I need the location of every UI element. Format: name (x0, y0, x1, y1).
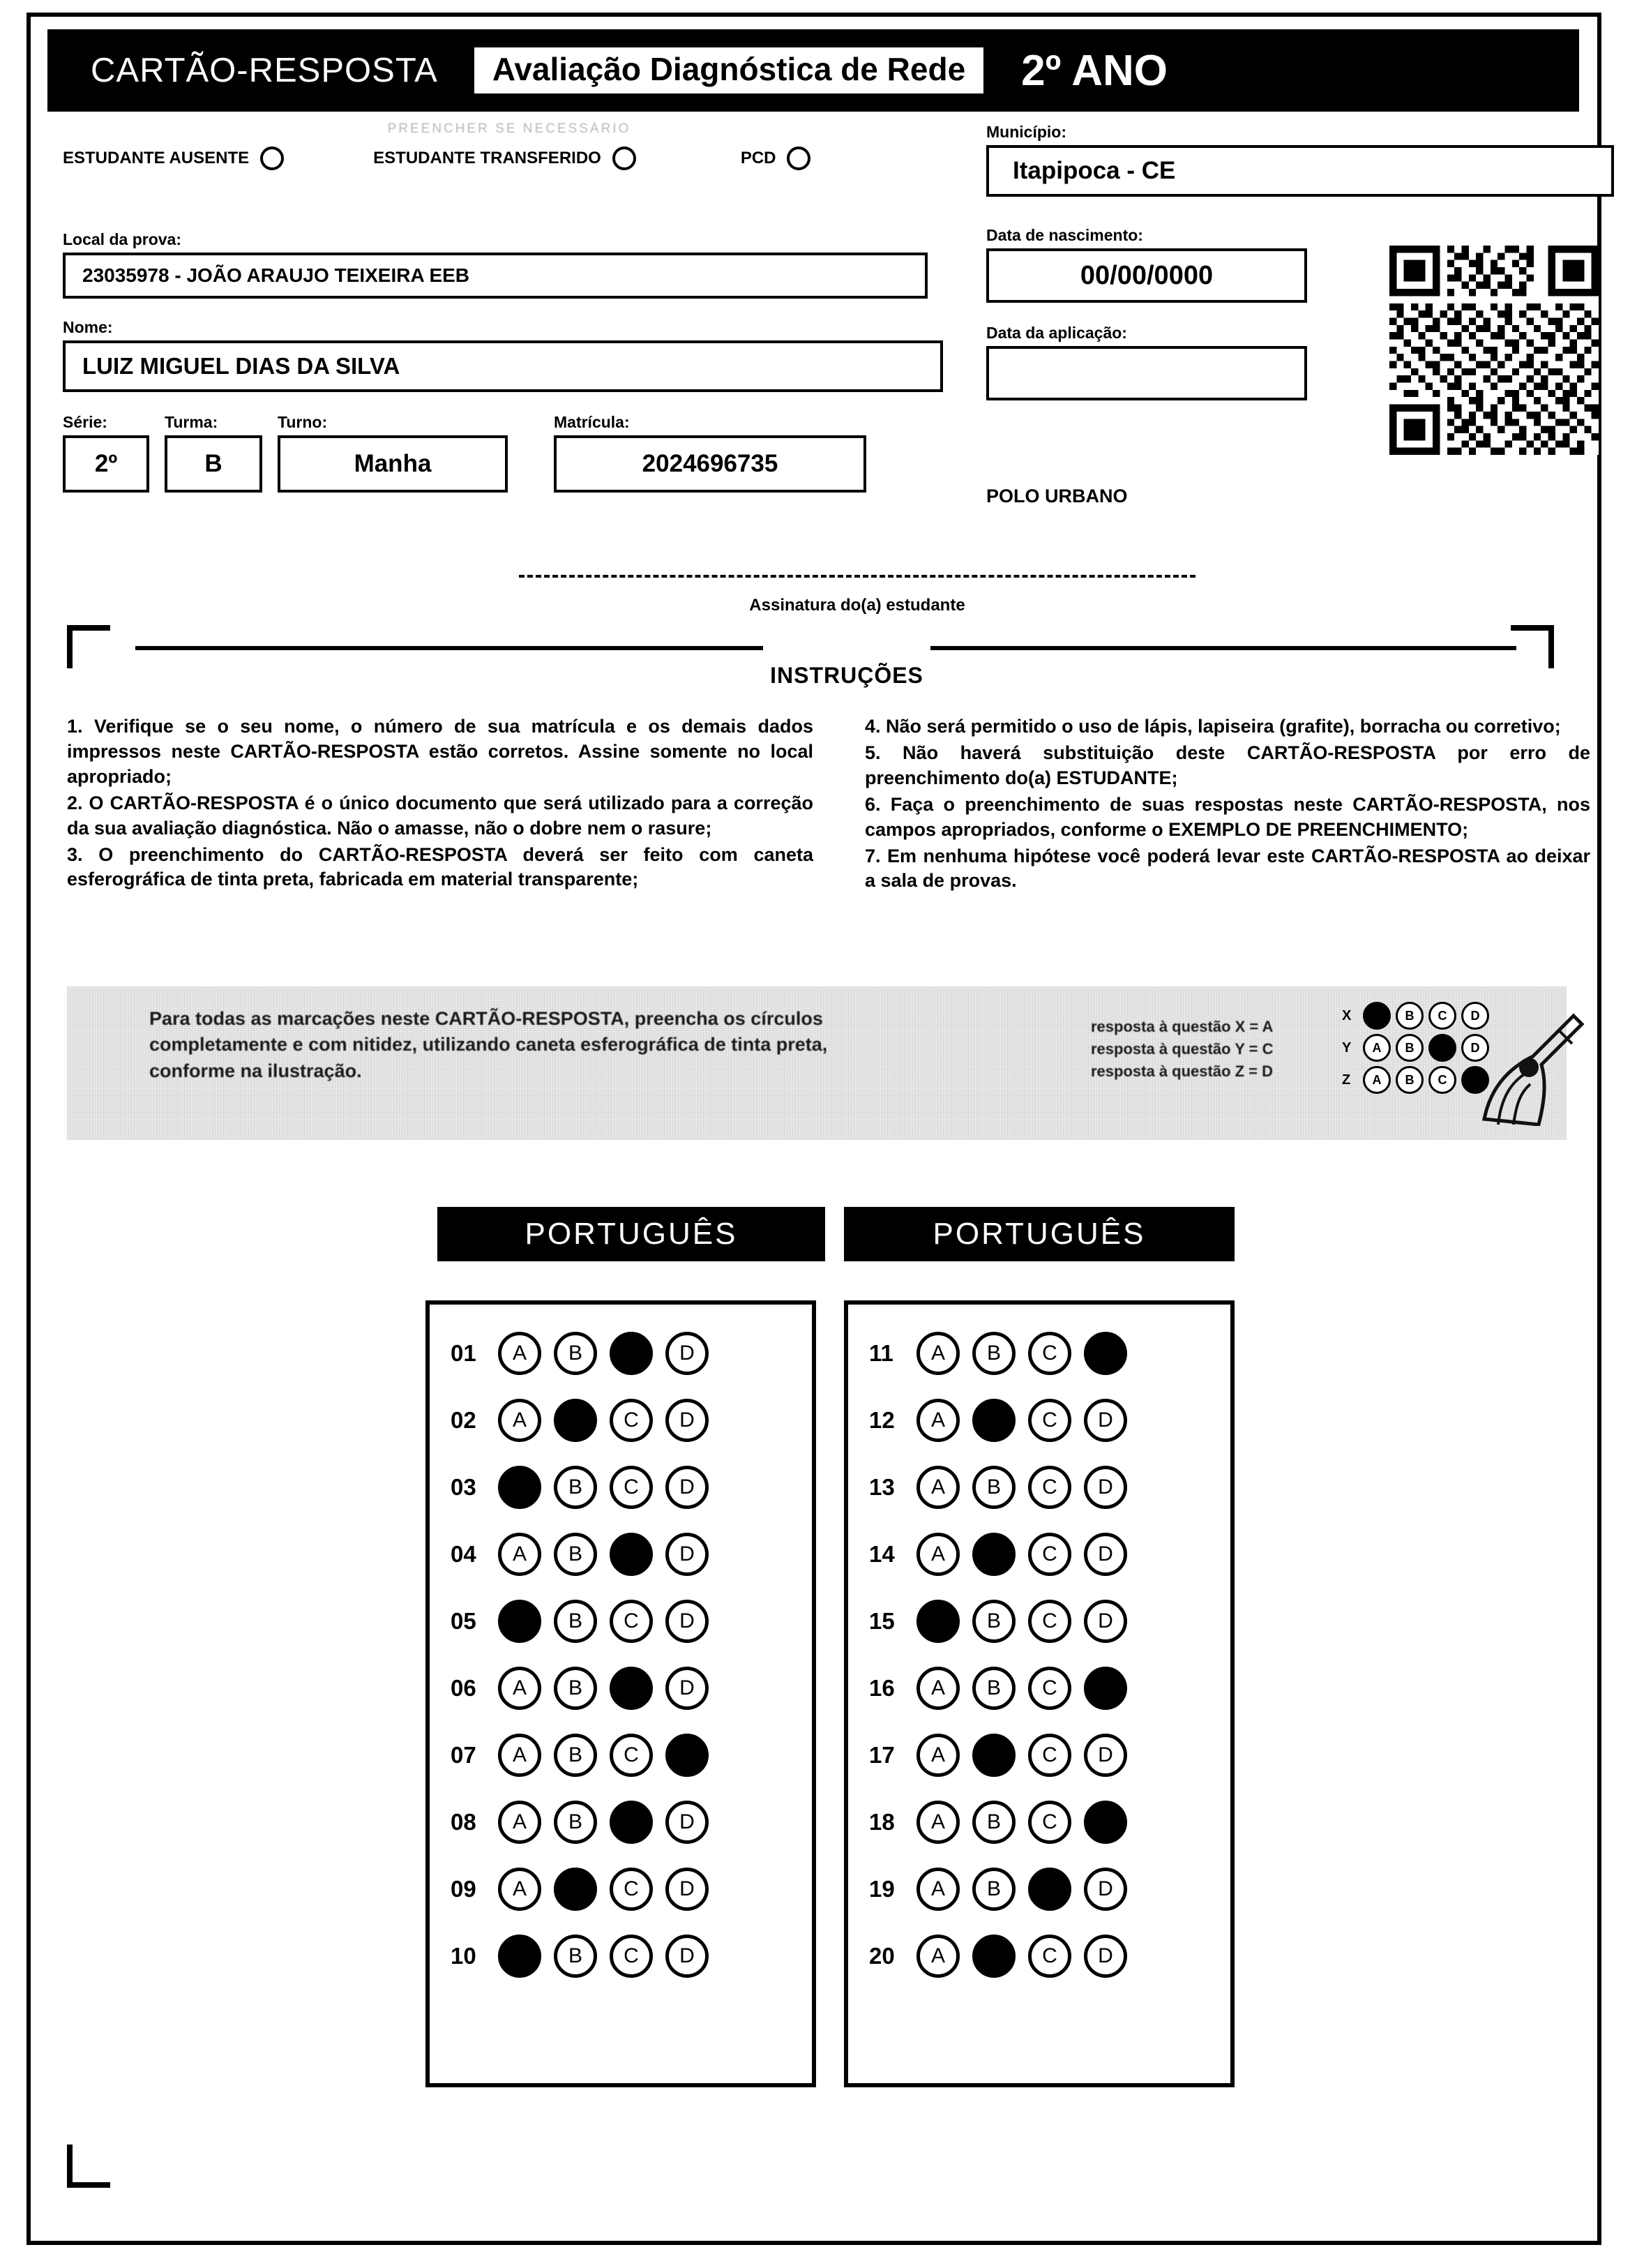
local-value: 23035978 - JOÃO ARAUJO TEIXEIRA EEB (63, 253, 928, 299)
bubble-c[interactable] (610, 1533, 653, 1576)
bubble-a[interactable]: A (916, 1466, 960, 1509)
question-row[interactable] (430, 1789, 812, 1856)
bubble-a[interactable] (498, 1466, 541, 1509)
question-number: 16 (869, 1675, 895, 1701)
aplicacao-value (986, 346, 1307, 400)
question-row[interactable] (430, 1923, 812, 1990)
instructions-rule-right (930, 646, 1516, 650)
example-row-label: Z (1342, 1072, 1351, 1088)
bubble-b[interactable] (554, 1399, 597, 1442)
bubble-a[interactable]: A (916, 1801, 960, 1844)
bubble-a[interactable]: A (916, 1399, 960, 1442)
bubble-b[interactable] (554, 1868, 597, 1911)
bubble-b[interactable]: B (972, 1667, 1016, 1710)
bubble-c[interactable]: C (1028, 1533, 1071, 1576)
bubble-b[interactable] (972, 1734, 1016, 1777)
bubble-a[interactable]: A (498, 1533, 541, 1576)
bubble-b[interactable] (972, 1533, 1016, 1576)
header-bar (47, 29, 1579, 112)
bubble-d[interactable]: D (665, 1935, 709, 1978)
answer-block-title-1: PORTUGUÊS (437, 1207, 825, 1261)
question-number: 10 (451, 1943, 476, 1969)
bubble-b[interactable]: B (972, 1868, 1016, 1911)
bubble-a[interactable]: A (498, 1734, 541, 1777)
fill-example-band (67, 986, 1567, 1140)
question-number: 09 (451, 1876, 476, 1902)
legend-line: resposta à questão Y = C (1091, 1039, 1274, 1058)
bubble-b[interactable]: B (554, 1734, 597, 1777)
question-number: 04 (451, 1541, 476, 1567)
example-bubble-b: B (1396, 1002, 1424, 1030)
qr-code-icon (1389, 246, 1599, 455)
instruction-item: 3. O preenchimento do CARTÃO-RESPOSTA deverá ser feito com caneta esferográfica de tinta preta, fabricada em material transparente; (67, 843, 813, 890)
question-number: 03 (451, 1474, 476, 1500)
instructions-rule-left (135, 646, 763, 650)
field-nome (63, 318, 943, 392)
bubble-b[interactable] (972, 1935, 1016, 1978)
bubble-d[interactable]: D (665, 1600, 709, 1643)
matricula-value: 2024696735 (554, 435, 866, 493)
bubble-d[interactable]: D (1084, 1466, 1127, 1509)
question-number: 17 (869, 1742, 895, 1768)
question-row[interactable] (848, 1588, 1230, 1655)
bubble-d[interactable]: D (665, 1399, 709, 1442)
transferred-bubble-icon[interactable] (612, 147, 636, 170)
bubble-b[interactable] (972, 1399, 1016, 1442)
answer-block-title-2: PORTUGUÊS (844, 1207, 1235, 1261)
bubble-c[interactable]: C (1028, 1935, 1071, 1978)
bubble-c[interactable] (1028, 1868, 1071, 1911)
bubble-d[interactable]: D (1084, 1533, 1127, 1576)
exam-name: Avaliação Diagnóstica de Rede (474, 47, 983, 93)
page-title: CARTÃO-RESPOSTA (91, 52, 438, 89)
bubble-c[interactable]: C (1028, 1332, 1071, 1375)
flag-pcd[interactable] (741, 147, 811, 170)
bubble-c[interactable] (610, 1801, 653, 1844)
bubble-a[interactable] (916, 1600, 960, 1643)
bubble-d[interactable]: D (1084, 1600, 1127, 1643)
question-row[interactable] (848, 1923, 1230, 1990)
status-flags (63, 121, 956, 170)
bubble-b[interactable]: B (972, 1801, 1016, 1844)
question-number: 14 (869, 1541, 895, 1567)
example-row (1342, 1066, 1494, 1094)
turno-label: Turno: (278, 413, 328, 431)
bubble-d[interactable]: D (665, 1466, 709, 1509)
question-row[interactable] (848, 1856, 1230, 1923)
matricula-label: Matrícula: (554, 413, 630, 431)
instruction-item: 5. Não haverá substituição deste CARTÃO-RESPOSTA por erro de preenchimento do(a) ESTUDANTE; (865, 742, 1590, 788)
bubble-c[interactable]: C (1028, 1734, 1071, 1777)
grade-year: 2º ANO (1021, 46, 1168, 95)
turno-value: Manha (278, 435, 508, 493)
bubble-a[interactable]: A (916, 1332, 960, 1375)
answer-block-1[interactable] (425, 1300, 816, 2087)
bubble-b[interactable]: B (554, 1801, 597, 1844)
municipio-label: Município: (986, 123, 1066, 141)
bubble-c[interactable] (610, 1332, 653, 1375)
frame-corner-bottom-left (67, 2145, 110, 2188)
bubble-c[interactable]: C (610, 1734, 653, 1777)
example-bubble-c (1428, 1034, 1456, 1062)
local-label: Local da prova: (63, 230, 181, 248)
question-row[interactable] (430, 1387, 812, 1454)
bubble-c[interactable]: C (610, 1466, 653, 1509)
turma-value: B (165, 435, 262, 493)
field-serie (63, 413, 149, 493)
bubble-b[interactable]: B (554, 1332, 597, 1375)
instruction-item: 2. O CARTÃO-RESPOSTA é o único documento que será utilizado para a correção da sua avaliação diagnóstica. Não o amasse, não o dobre nem o rasure; (67, 792, 813, 839)
bubble-d[interactable]: D (1084, 1734, 1127, 1777)
signature-label: Assinatura do(a) estudante (749, 596, 965, 615)
example-bubble-a: A (1363, 1066, 1391, 1094)
bubble-d[interactable]: D (665, 1667, 709, 1710)
bubble-b[interactable]: B (972, 1332, 1016, 1375)
example-bubble-d: D (1461, 1002, 1489, 1030)
example-bubble-a (1363, 1002, 1391, 1030)
question-row[interactable] (430, 1655, 812, 1722)
nascimento-label: Data de nascimento: (986, 226, 1143, 244)
bubble-c[interactable]: C (1028, 1600, 1071, 1643)
question-number: 13 (869, 1474, 895, 1500)
fill-example-grid (1342, 1002, 1494, 1098)
instruction-item: 6. Faça o preenchimento de suas respostas neste CARTÃO-RESPOSTA, nos campos apropriados, conforme o EXEMPLO DE PREENCHIMENTO; (865, 793, 1590, 840)
question-row[interactable] (848, 1655, 1230, 1722)
nome-value: LUIZ MIGUEL DIAS DA SILVA (63, 340, 943, 392)
bubble-c[interactable]: C (610, 1935, 653, 1978)
bubble-d[interactable]: D (1084, 1868, 1127, 1911)
bubble-a[interactable]: A (916, 1533, 960, 1576)
flags-ghost-text: PREENCHER SE NECESSÁRIO (387, 121, 631, 136)
bubble-b[interactable]: B (554, 1466, 597, 1509)
example-row-label: Y (1342, 1039, 1352, 1056)
bubble-c[interactable] (610, 1667, 653, 1710)
answer-block-2[interactable] (844, 1300, 1235, 2087)
municipio-value: Itapipoca - CE (986, 145, 1614, 197)
example-row (1342, 1002, 1494, 1030)
flag-student-absent[interactable] (63, 147, 284, 170)
question-row[interactable] (430, 1722, 812, 1789)
bubble-c[interactable]: C (610, 1399, 653, 1442)
question-number: 08 (451, 1809, 476, 1835)
field-turno (278, 413, 508, 493)
bubble-c[interactable]: C (610, 1868, 653, 1911)
bubble-a[interactable]: A (916, 1935, 960, 1978)
question-row[interactable] (430, 1320, 812, 1387)
signature-line (519, 575, 1195, 578)
bubble-d[interactable] (665, 1734, 709, 1777)
question-row[interactable] (848, 1320, 1230, 1387)
field-municipio (986, 123, 1614, 197)
pcd-bubble-icon[interactable] (787, 147, 810, 170)
example-bubble-c: C (1428, 1002, 1456, 1030)
bubble-a[interactable]: A (916, 1734, 960, 1777)
bubble-c[interactable]: C (610, 1600, 653, 1643)
question-row[interactable] (430, 1588, 812, 1655)
instructions-column-left (67, 714, 813, 894)
field-nascimento (986, 226, 1307, 303)
bubble-a[interactable] (498, 1935, 541, 1978)
bubble-c[interactable]: C (1028, 1667, 1071, 1710)
instruction-item: 7. Em nenhuma hipótese você poderá levar este CARTÃO-RESPOSTA ao deixar a sala de provas. (865, 845, 1590, 892)
bubble-a[interactable]: A (916, 1667, 960, 1710)
question-number: 18 (869, 1809, 895, 1835)
question-number: 07 (451, 1742, 476, 1768)
question-row[interactable] (430, 1454, 812, 1521)
example-bubble-d: D (1461, 1034, 1489, 1062)
bubble-c[interactable]: C (1028, 1399, 1071, 1442)
serie-label: Série: (63, 413, 107, 431)
question-number: 15 (869, 1608, 895, 1634)
bubble-b[interactable]: B (554, 1667, 597, 1710)
bubble-a[interactable]: A (498, 1332, 541, 1375)
instruction-item: 4. Não será permitido o uso de lápis, lapiseira (grafite), borracha ou corretivo; (865, 716, 1561, 737)
flag-transferred-label: ESTUDANTE TRANSFERIDO (373, 149, 601, 167)
question-number: 11 (869, 1340, 893, 1366)
bubble-c[interactable]: C (1028, 1466, 1071, 1509)
bubble-a[interactable]: A (498, 1399, 541, 1442)
question-row[interactable] (430, 1521, 812, 1588)
turma-label: Turma: (165, 413, 218, 431)
field-turma (165, 413, 262, 493)
question-number: 20 (869, 1943, 895, 1969)
question-row[interactable] (848, 1387, 1230, 1454)
nascimento-value: 00/00/0000 (986, 248, 1307, 303)
absent-bubble-icon[interactable] (260, 147, 284, 170)
frame-corner-top-right (1511, 625, 1554, 668)
question-row[interactable] (848, 1722, 1230, 1789)
nome-label: Nome: (63, 318, 113, 336)
question-row[interactable] (430, 1856, 812, 1923)
aplicacao-label: Data da aplicação: (986, 324, 1127, 342)
example-row-label: X (1342, 1007, 1352, 1023)
fill-example-text: Para todas as marcações neste CARTÃO-RESPOSTA, preencha os círculos completamente e com nitidez, utilizando caneta esferográfica de tinta preta, conforme na ilustração. (149, 1008, 828, 1081)
flag-pcd-label: PCD (740, 149, 776, 167)
instruction-item: 1. Verifique se o seu nome, o número de sua matrícula e os demais dados impressos neste CARTÃO-RESPOSTA estão corretos. Assine somente no local apropriado; (67, 716, 813, 787)
question-row[interactable] (848, 1454, 1230, 1521)
question-number: 05 (451, 1608, 476, 1634)
question-number: 01 (451, 1340, 476, 1366)
bubble-d[interactable] (1084, 1667, 1127, 1710)
bubble-a[interactable]: A (498, 1868, 541, 1911)
field-aplicacao (986, 324, 1307, 400)
bubble-b[interactable]: B (554, 1600, 597, 1643)
bubble-a[interactable] (498, 1600, 541, 1643)
serie-value: 2º (63, 435, 149, 493)
question-number: 06 (451, 1675, 476, 1701)
bubble-d[interactable]: D (665, 1868, 709, 1911)
bubble-b[interactable]: B (972, 1600, 1016, 1643)
bubble-b[interactable]: B (554, 1533, 597, 1576)
question-number: 12 (869, 1407, 895, 1433)
frame-corner-top-left (67, 625, 110, 668)
fill-example-legend (1091, 1016, 1273, 1083)
bubble-d[interactable]: D (665, 1801, 709, 1844)
flag-absent-label: ESTUDANTE AUSENTE (63, 149, 250, 167)
student-meta-row (63, 413, 882, 493)
legend-line: resposta à questão Z = D (1091, 1062, 1274, 1080)
field-local (63, 230, 928, 299)
instructions-column-right (865, 714, 1590, 895)
bubble-a[interactable]: A (916, 1868, 960, 1911)
hand-with-pen-icon (1477, 1000, 1589, 1126)
question-number: 02 (451, 1407, 476, 1433)
example-bubble-a: A (1363, 1034, 1391, 1062)
example-bubble-b: B (1396, 1066, 1424, 1094)
polo-label: POLO URBANO (986, 486, 1128, 506)
bubble-d[interactable]: D (1084, 1935, 1127, 1978)
flag-student-transferred[interactable] (373, 147, 636, 170)
example-bubble-b: B (1396, 1034, 1424, 1062)
question-row[interactable] (848, 1789, 1230, 1856)
example-row (1342, 1034, 1494, 1062)
instructions-title: INSTRUÇÕES (770, 663, 923, 688)
field-matricula (554, 413, 866, 493)
bubble-d[interactable]: D (665, 1332, 709, 1375)
bubble-d[interactable] (1084, 1332, 1127, 1375)
bubble-d[interactable]: D (665, 1533, 709, 1576)
bubble-a[interactable]: A (498, 1801, 541, 1844)
bubble-c[interactable]: C (1028, 1801, 1071, 1844)
question-row[interactable] (848, 1521, 1230, 1588)
bubble-d[interactable]: D (1084, 1399, 1127, 1442)
legend-line: resposta à questão X = A (1091, 1018, 1274, 1035)
answer-sheet (27, 13, 1601, 2245)
question-number: 19 (869, 1876, 895, 1902)
example-bubble-c: C (1428, 1066, 1456, 1094)
bubble-a[interactable]: A (498, 1667, 541, 1710)
bubble-b[interactable]: B (554, 1935, 597, 1978)
bubble-b[interactable]: B (972, 1466, 1016, 1509)
bubble-d[interactable] (1084, 1801, 1127, 1844)
